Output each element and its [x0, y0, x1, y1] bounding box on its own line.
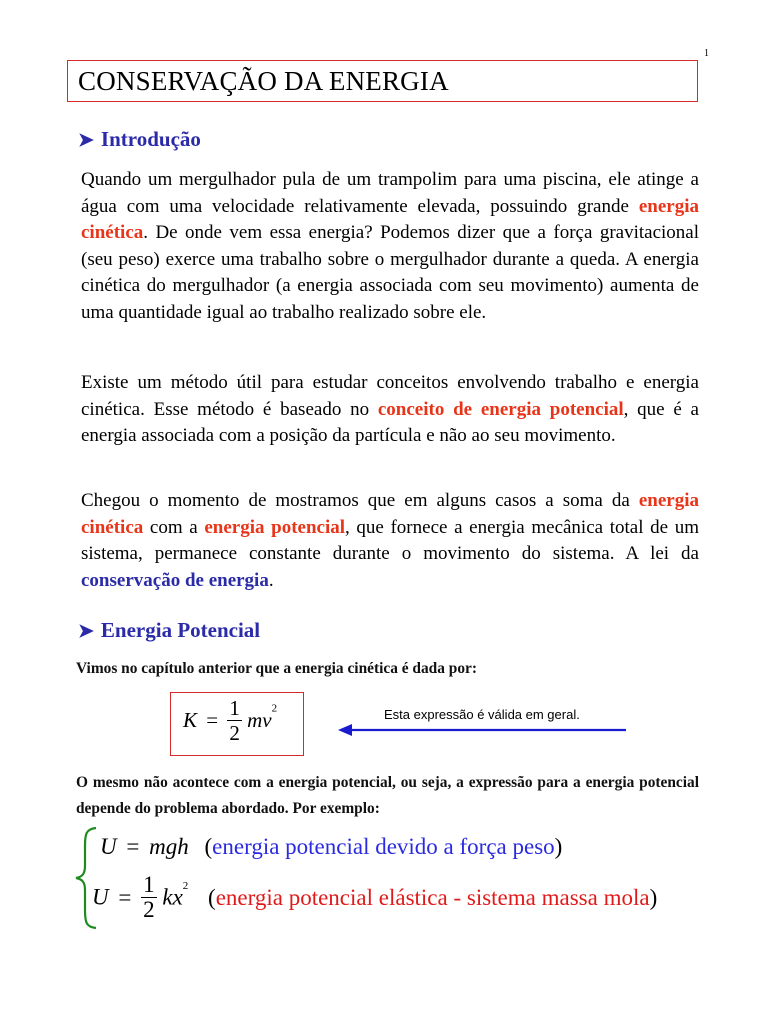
paragraph-potential-intro: O mesmo não acontece com a energia potencial, ou seja, a expressão para a energia potencial depende do problema abordado. Por exemplo: [76, 774, 699, 817]
section-heading-label: Introdução [100, 127, 201, 151]
equation-description-text: energia potencial devido a força peso [212, 834, 555, 859]
fraction-numerator: 1 [143, 872, 155, 897]
formula-kinetic-energy [183, 696, 277, 745]
equation-term: kx [162, 884, 183, 910]
formula-symbol: K [183, 708, 198, 732]
fraction-numerator: 1 [229, 696, 240, 720]
section-heading-introducao [78, 127, 201, 152]
equation-elastic-potential [92, 873, 657, 922]
equation-symbol: U [92, 884, 109, 910]
paragraph-kinetic-intro: Vimos no capítulo anterior que a energia cinética é dada por: [76, 660, 477, 677]
equation-description [208, 885, 657, 910]
equation-equals: = [118, 884, 132, 910]
paragraph-intro-2 [81, 370, 699, 450]
page-title: CONSERVAÇÃO DA ENERGIA [78, 66, 449, 96]
equation-gravitational-potential [100, 834, 562, 860]
highlight-term: energia cinética [81, 490, 699, 538]
paragraph-intro-1 [81, 167, 699, 326]
fraction-denominator: 2 [143, 897, 155, 922]
left-arrow-icon [338, 720, 628, 740]
text-run: Existe um método útil para estudar conceitos envolvendo trabalho e energia cinética. Esse método é baseado no [81, 372, 699, 420]
formula-equals: = [206, 708, 219, 732]
highlight-term: energia cinética [81, 195, 699, 243]
formula-term: mv [247, 708, 272, 732]
text-run: Quando um mergulhador pula de um trampolim para uma piscina, ele atinge a água com uma velocidade relativamente elevada, possuindo grande [81, 169, 699, 217]
paren-close: ) [649, 884, 658, 910]
section-heading-energia-potencial [78, 618, 260, 643]
equation-fraction [141, 873, 157, 922]
section-heading-label: Energia Potencial [100, 618, 261, 642]
highlight-term: energia potencial [204, 516, 346, 538]
formula-note: Esta expressão é válida em geral. [384, 707, 580, 722]
equation-term: mgh [149, 834, 189, 859]
arrowhead-bullet-icon: ➤ [78, 621, 94, 642]
text-run: Chegou o momento de mostramos que em alguns casos a soma da [81, 490, 639, 511]
paren-close: ) [554, 834, 563, 859]
formula-exponent: 2 [271, 702, 278, 715]
formula-fraction [227, 696, 242, 745]
text-run: , que é a energia associada com a posição da partícula e não ao seu movimento. [81, 398, 699, 446]
text-run: . De onde vem essa energia? Podemos dizer que a força gravitacional (seu peso) exerce uma trabalho sobre o mergulhador durante a queda. A energia cinética do mergulhador (a energia associada com seu movimento) aumenta de uma quantidade igual ao trabalho realizado sobre ele. [81, 222, 699, 323]
fraction-denominator: 2 [229, 721, 240, 745]
page-number: 1 [704, 48, 709, 59]
paren-open: ( [204, 834, 213, 859]
equation-description [204, 834, 562, 859]
text-run: . [268, 569, 274, 591]
equation-exponent: 2 [182, 879, 189, 892]
paragraph-intro-3 [81, 488, 699, 594]
equation-description-text: energia potencial elástica - sistema massa mola [215, 884, 650, 910]
highlight-term: conceito de energia potencial [377, 398, 624, 420]
equation-symbol: U [100, 834, 117, 859]
text-run: , que fornece a energia mecânica total de um sistema, permanece constante durante o movimento do sistema. A lei da [81, 516, 699, 564]
arrowhead-bullet-icon: ➤ [78, 130, 94, 151]
text-run: com a [143, 516, 205, 538]
highlight-term: conservação de energia [81, 569, 269, 591]
paren-open: ( [208, 884, 216, 910]
equation-equals: = [126, 834, 140, 859]
